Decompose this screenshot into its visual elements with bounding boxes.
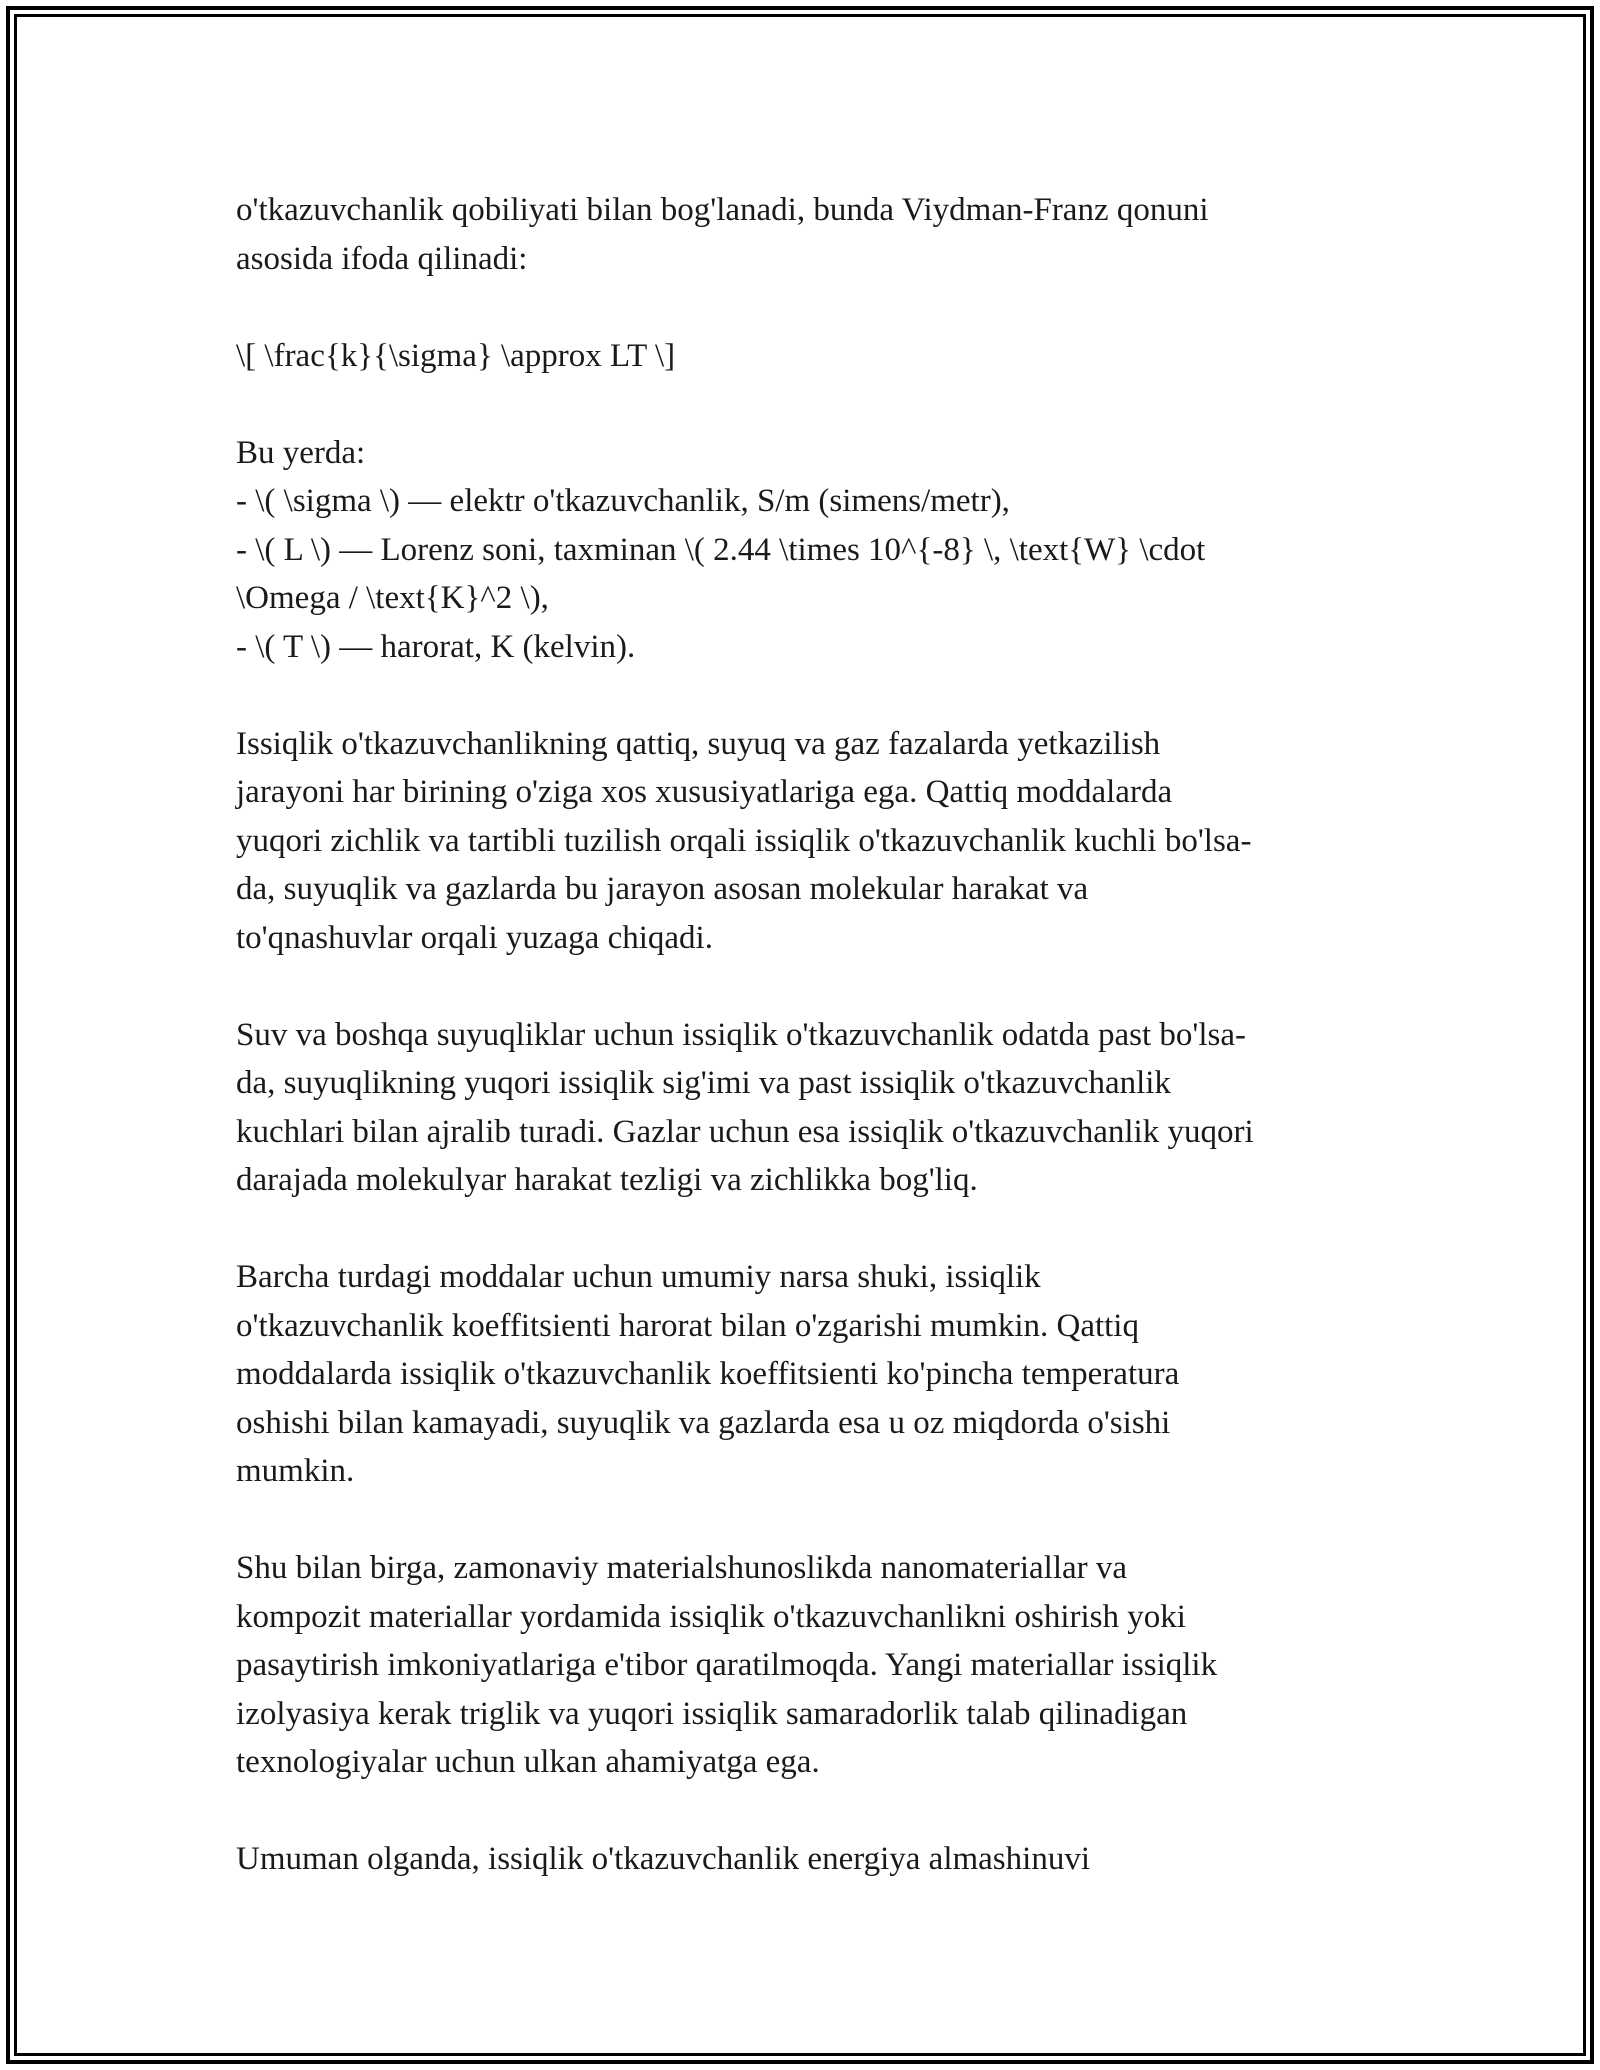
formula-wiedemann-franz: \[ \frac{k}{\sigma} \approx LT \] [236, 337, 676, 374]
paragraph-liquids-gases: Suv va boshqa suyuqliklar uchun issiqlik o'tkazuvchanlik odatda past bo'lsa- da, suyuqlikning yuqori issiqlik sig'imi va past issiqlik o'tkazuvchanlik kuchlari bilan ajralib turadi. Gazlar uchun esa issiqlik o'tkazuvchanlik yuqori darajada molekulyar harakat tezligi va zichlikka bog'liq. [236, 1016, 1254, 1198]
paragraph-variable-definitions: Bu yerda: - \( \sigma \) — elektr o'tkazuvchanlik, S/m (simens/metr), - \( L \) — Lorenz soni, taxminan \( 2.44 \times 10^{-8} \, \text{W} \cdot \Omega / \text{K}^2 \), - \( T \) — harorat, K (kelvin). [236, 434, 1206, 665]
paragraph-phases: Issiqlik o'tkazuvchanlikning qattiq, suyuq va gaz fazalarda yetkazilish jarayoni har birining o'ziga xos xususiyatlariga ega. Qattiq moddalarda yuqori zichlik va tartibli tuzilish orqali issiqlik o'tkazuvchanlik kuchli bo'lsa- da, suyuqlik va gazlarda bu jarayon asosan molekular harakat va to'qnashuvlar orqali yuzaga chiqadi. [236, 725, 1252, 956]
paragraph-conclusion: Umuman olganda, issiqlik o'tkazuvchanlik energiya almashinuvi [236, 1841, 1090, 1877]
paragraph-temperature-dependence: Barcha turdagi moddalar uchun umumiy narsa shuki, issiqlik o'tkazuvchanlik koeffitsienti harorat bilan o'zgarishi mumkin. Qattiq moddalarda issiqlik o'tkazuvchanlik koeffitsienti ko'pincha temperatura oshishi bilan kamayadi, suyuqlik va gazlarda esa u oz miqdorda o'sishi mumkin. [236, 1259, 1180, 1489]
paragraph-modern-materials: Shu bilan birga, zamonaviy materialshunoslikda nanomateriallar va kompozit materiallar yordamida issiqlik o'tkazuvchanlikni oshirish yoki pasaytirish imkoniyatlariga e'tibor qaratilmoqda. Yangi materiallar issiqlik izolyasiya kerak triglik va yuqori issiqlik samaradorlik talab qilinadigan texnologiyalar uchun ulkan ahamiyatga ega. [236, 1550, 1218, 1780]
document-body [236, 186, 1366, 1884]
paragraph-wiedemann-franz-intro: o'tkazuvchanlik qobiliyati bilan bog'lanadi, bunda Viydman-Franz qonuni asosida ifoda qilinadi: [236, 192, 1209, 277]
